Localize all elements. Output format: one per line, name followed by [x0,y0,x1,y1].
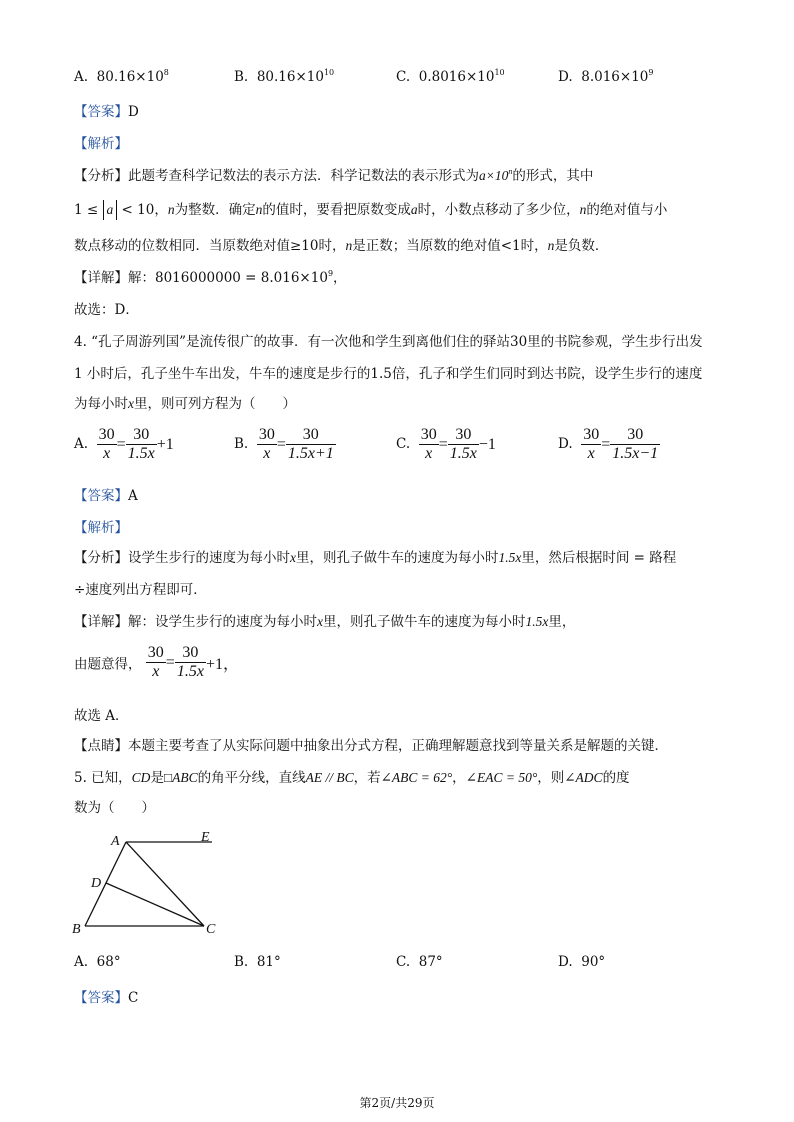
q4-stem-line-2: 1 小时后，孔子坐牛车出发，牛车的速度是步行的1.5倍，孔子和学生们同时到达书院，设学生步行的速度 [74,366,703,382]
q4-option-b: B. $\frac{30}{x}$ = $\frac{30}{1.5x+1}$ [234,426,334,462]
q4-stem-line-1: 4. “孔子周游列国”是流传很广的故事．有一次他和学生到离他们住的驿站30里的书院参观，学生步行出发 [74,334,703,350]
q3-fenxi-line-2: 1 ≤ a < 10，n为整数．确定n的值时，要看把原数变成a时，小数点移动了多少位，n的绝对值与小 [74,202,668,218]
q4-detail: 【详解】解：设学生步行的速度为每小时x里，则孔子做牛车的速度为每小时1.5x里， [74,614,576,630]
q3-option-a: A. $80.16\times 10^8$ [74,68,169,85]
label-c: C [206,922,216,937]
q3-analysis-tag: 【解析】 [74,136,128,152]
q4-review: 【点睛】本题主要考查了从实际问题中抽象出分式方程，正确理解题意找到等量关系是解题的关键． [74,738,668,754]
q3-answer: 【答案】D [74,104,139,120]
q3-detail: 【详解】解：$8016000000 = 8.016\times 10^9$， [74,269,347,286]
answer-tag: 【答案】 [74,104,128,120]
label-d: D [91,876,102,891]
q4-option-a: A. $\frac{30}{x}$ = $\frac{30}{1.5x}$ +1 [74,426,174,462]
q4-option-d: D. $\frac{30}{x}$ = $\frac{30}{1.5x-1}$ [558,426,659,462]
q4-equation: 由题意得， $\frac{30}{x}$ = $\frac{30}{1.5x}$ +1， [74,644,239,680]
q5-option-a: A. 68° [74,954,121,970]
q4-analysis-tag: 【解析】 [74,520,128,536]
q4-option-c: C. $\frac{30}{x}$ = $\frac{30}{1.5x}$ −1 [396,426,496,462]
page-footer: 第2页/共29页 [359,1096,435,1110]
q5-option-b: B. 81° [234,954,281,970]
line-ac [126,842,204,926]
q3-option-b: B. $80.16\times 10^{10}$ [234,68,335,85]
q5-geometry-figure [68,826,238,946]
q3-option-d: D. $8.016\times 10^9$ [558,68,654,85]
q4-choose: 故选 A． [74,708,129,724]
q4-fenxi-line-1: 【分析】设学生步行的速度为每小时x里，则孔子做牛车的速度为每小时1.5x里，然后根据时间 = 路程 [74,550,677,566]
label-e: E [201,830,210,845]
label-b: B [72,922,81,937]
q4-fenxi-line-2: ÷速度列出方程即可． [74,582,207,598]
q3-choose: 故选：D． [74,302,139,318]
q5-option-c: C. 87° [396,954,443,970]
q3-option-c: C. $0.8016\times 10^{10}$ [396,68,505,85]
line-cd [106,883,204,926]
q5-stem-line-1: 5. 已知，CD是□ABC的角平分线，直线AE // BC，若∠ABC = 62°，∠EAC = 50°，则∠ADC的度 [74,770,630,786]
q5-stem-line-2: 数为（ ） [74,800,155,816]
q4-stem-line-3: 为每小时x里，则可列方程为（ ） [74,396,296,412]
q5-option-d: D. 90° [558,954,606,970]
label-a: A [111,834,120,849]
q3-fenxi-line-1: 【分析】此题考查科学记数法的表示方法．科学记数法的表示形式为$a\times 10^n$的形式，其中 [74,167,594,184]
q5-answer: 【答案】C [74,990,139,1006]
q3-fenxi-line-3: 数点移动的位数相同．当原数绝对值≥10时，n是正数；当原数的绝对值<1时，n是负数． [74,238,609,254]
q4-answer: 【答案】A [74,488,138,504]
